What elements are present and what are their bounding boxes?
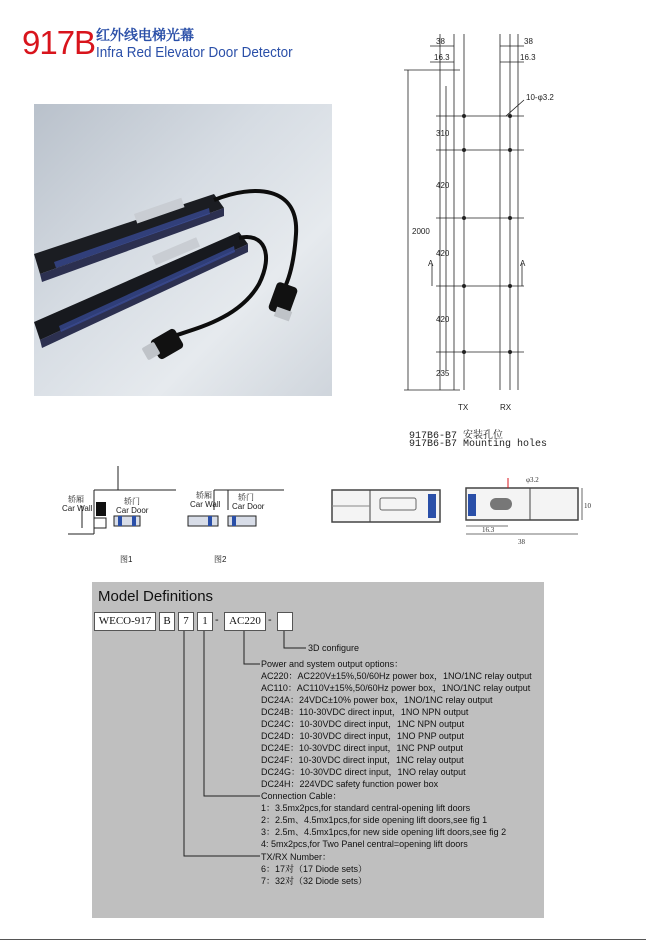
spacing-420-b: 420 [436,249,450,258]
power-option: DC24G：10-30VDC direct input，1NO relay output [261,767,466,777]
power-option: AC220：AC220V±15%,50/60Hz power box，1NO/1NC relay output [261,671,532,681]
fig2-car-door-en: Car Door [232,502,265,511]
fig1-caption: 图1 [120,555,133,564]
power-options-title: Power and system output options： [261,659,404,669]
page-bottom-rule [0,939,646,940]
fig1-car-door-cn: 轿门 [124,497,140,506]
fig1-car-door-en: Car Door [116,506,149,515]
power-option: DC24B：110-30VDC direct input，1NO NPN output [261,707,469,717]
txrx-option: 6：17对（17 Diode sets） [261,864,368,874]
product-title-chinese: 红外线电梯光幕 [96,27,194,43]
profile-section-left [330,486,442,526]
model-definitions-panel [92,582,544,918]
spacing-235: 235 [436,369,450,378]
code-power-box: AC220 [224,612,266,631]
cable-option: 4: 5mx2pcs,for Two Panel central=opening lift doors [261,839,468,849]
dim-top-left-16: 16.3 [434,53,450,62]
product-title-english: Infra Red Elevator Door Detector [96,44,293,61]
spacing-420-c: 420 [436,315,450,324]
section-hole-dim: φ3.2 [526,476,539,484]
cable-option: 3：2.5m、4.5mx1pcs,for new side opening lift doors,see fig 2 [261,827,507,837]
total-height-2000: 2000 [412,227,430,236]
section-mark-left: A [428,259,434,268]
fig1-car-wall-en: Car Wall [62,504,93,513]
section-mark-right: A [520,259,526,268]
mounting-dimension-drawing [400,34,560,424]
tx-label: TX [458,403,469,412]
txrx-option: 7：32对（32 Diode sets） [261,876,368,886]
cable-option: 1：3.5mx2pcs,for standard central-opening lift doors [261,803,471,813]
power-option: AC110：AC110V±15%,50/60Hz power box，1NO/1NC relay output [261,683,531,693]
hole-spec-label: 10-φ3.2 [526,93,554,102]
power-option: DC24E：10-30VDC direct input，1NC PNP output [261,743,463,753]
dim-top-right-16: 16.3 [520,53,536,62]
txrx-options-title: TX/RX Number： [261,852,332,862]
power-option: DC24F：10-30VDC direct input，1NC relay output [261,755,464,765]
profile-section-right [460,474,590,548]
figure-2 [184,466,294,566]
power-option: DC24D：10-30VDC direct input，1NO PNP output [261,731,464,741]
power-option: DC24A：24VDC±10% power box，1NO/1NC relay output [261,695,493,705]
config-label: 3D configure [308,643,360,653]
fig2-car-wall-cn: 轿厢 [196,491,212,500]
spacing-310: 310 [436,129,450,138]
fig2-caption: 图2 [214,555,227,564]
model-definitions-title: Model Definitions [98,588,214,605]
mounting-holes-caption-cn: 917B6-B7 安装孔位 [409,431,504,442]
code-txrx-box: 7 [178,612,194,631]
section-height-dim: 10 [584,502,591,510]
rx-label: RX [500,403,512,412]
fig2-car-wall-en: Car Wall [190,500,221,509]
power-option: DC24H：224VDC safety function power box [261,779,439,789]
fig2-car-door-cn: 轿门 [238,493,254,502]
power-option: DC24C：10-30VDC direct input，1NC NPN output [261,719,465,729]
figure-1 [62,466,182,566]
mounting-holes-caption-en: 917B6-B7 Mounting holes [409,439,548,450]
cable-options-title: Connection Cable： [261,791,342,801]
code-series-box: B [159,612,175,631]
code-dash-2: - [268,614,272,626]
model-number: 917B [22,24,96,61]
code-dash-1: - [215,614,219,626]
section-total-width: 38 [518,538,525,546]
light-curtain-illustration [34,104,332,396]
fig1-car-wall-cn: 轿厢 [68,495,84,504]
dim-top-left-38: 38 [436,37,445,46]
section-width-dim: 16.3 [482,526,495,534]
code-cable-box: 1 [197,612,213,631]
spacing-420-a: 420 [436,181,450,190]
cable-option: 2：2.5m、4.5mx1pcs,for side opening lift doors,see fig 1 [261,815,488,825]
dim-top-right-38: 38 [524,37,533,46]
product-photo [34,104,332,396]
code-prefix-box: WECO-917 [94,612,156,631]
